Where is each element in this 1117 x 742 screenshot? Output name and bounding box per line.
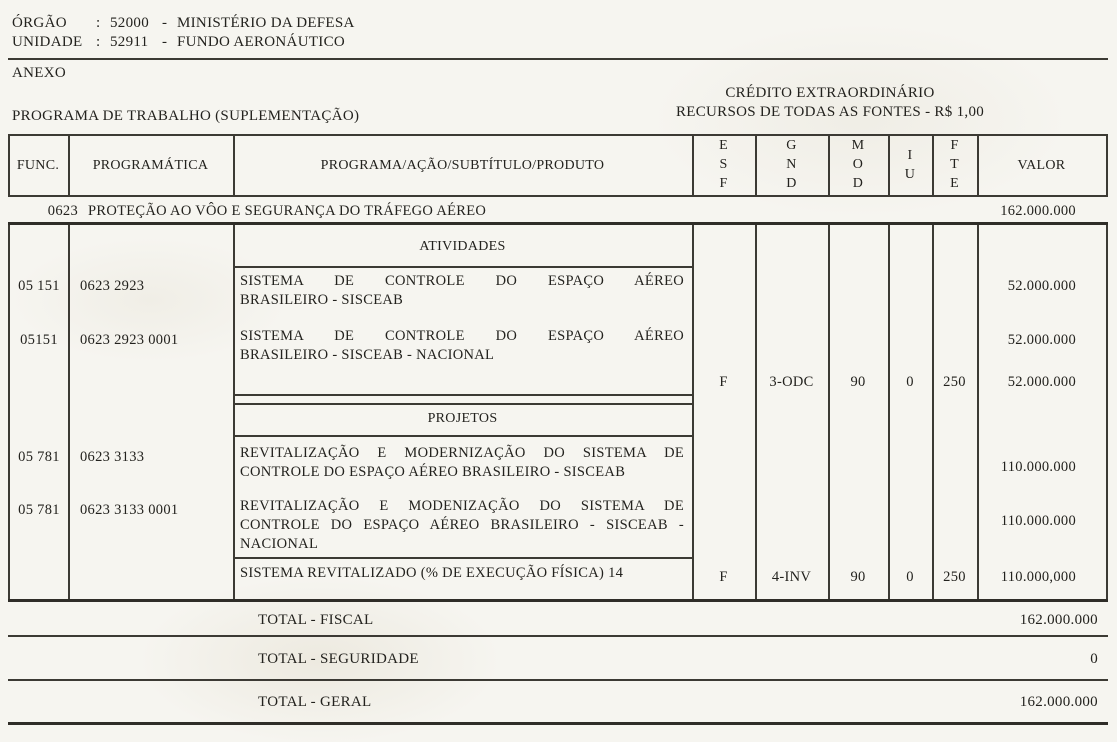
program-valor: 162.000.000 <box>1000 203 1076 219</box>
activities-block-bottom-rule <box>233 394 692 396</box>
programatica-cell: 0623 3133 0001 <box>80 502 179 518</box>
func-cell: 05 781 <box>18 502 60 518</box>
desc-line: BRASILEIRO - SISCEAB - NACIONAL <box>240 347 495 363</box>
gnd-cell: 3-ODC <box>769 374 814 390</box>
iu-letter: U <box>904 167 916 182</box>
total-fiscal-rule <box>8 635 1108 637</box>
v-rule <box>1106 225 1108 599</box>
fte-cell: 250 <box>943 569 966 585</box>
v-rule <box>1106 136 1108 195</box>
programatica-cell: 0623 2923 <box>80 278 145 294</box>
body-bottom-rule <box>8 599 1108 602</box>
projetos-box-top-rule <box>233 403 692 405</box>
desc-line: SISTEMA DE CONTROLE DO ESPAÇO AÉREO <box>240 273 684 289</box>
mod-letter: O <box>852 157 864 172</box>
mod-letter: M <box>851 138 865 153</box>
program-code: 0623 <box>47 203 78 219</box>
total-label: TOTAL - GERAL <box>258 694 372 710</box>
iu-cell: 0 <box>906 374 914 390</box>
v-rule <box>692 225 694 599</box>
desc-line: CONTROLE DO ESPAÇO AÉREO BRASILEIRO - SISCEAB <box>240 464 626 480</box>
valor-cell: 52.000.000 <box>1007 374 1076 390</box>
col-header-esf <box>692 136 755 193</box>
iu-cell: 0 <box>906 569 914 585</box>
section-header-projetos: PROJETOS <box>427 411 498 426</box>
total-valor: 162.000.000 <box>1019 694 1098 710</box>
v-rule <box>755 225 757 599</box>
esf-cell: F <box>719 374 728 390</box>
orgao-name: MINISTÉRIO DA DEFESA <box>177 15 355 31</box>
gnd-letter: G <box>786 138 797 153</box>
col-header-mod <box>828 136 888 193</box>
programatica-cell: 0623 3133 <box>80 449 145 465</box>
gnd-letter: N <box>786 157 797 172</box>
orgao-colon: : <box>96 15 101 31</box>
col-header-programatica: PROGRAMÁTICA <box>92 158 209 173</box>
programa-desc <box>240 564 684 583</box>
header-bottom-rule <box>8 195 1108 197</box>
projetos-box-bottom-rule <box>233 435 692 437</box>
col-header-valor: VALOR <box>1017 158 1066 173</box>
esf-cell: F <box>719 569 728 585</box>
desc-line: SISTEMA DE CONTROLE DO ESPAÇO AÉREO <box>240 328 684 344</box>
esf-letter: E <box>719 138 728 153</box>
programatica-cell: 0623 2923 0001 <box>80 332 179 348</box>
unidade-label: UNIDADE <box>12 34 83 50</box>
v-rule <box>828 225 830 599</box>
desc-line: NACIONAL <box>240 536 319 552</box>
mod-letter: D <box>852 176 864 191</box>
esf-letter: S <box>719 157 728 172</box>
resources-note: RECURSOS DE TODAS AS FONTES - R$ 1,00 <box>675 104 985 120</box>
table-bottom-rule <box>8 722 1108 725</box>
fte-letter: E <box>950 176 959 191</box>
desc-line: CONTROLE DO ESPAÇO AÉREO BRASILEIRO - SISCEAB - <box>240 517 684 533</box>
func-cell: 05 781 <box>18 449 60 465</box>
valor-cell: 110.000.000 <box>1000 513 1076 529</box>
programa-desc <box>240 272 684 310</box>
programa-desc <box>240 497 684 554</box>
total-valor: 162.000.000 <box>1019 612 1098 628</box>
unidade-row <box>12 34 345 51</box>
valor-cell: 110.000.000 <box>1000 459 1076 475</box>
unidade-colon: : <box>96 34 101 50</box>
unidade-code: 52911 <box>110 34 149 50</box>
mod-cell: 90 <box>850 374 866 390</box>
orgao-code: 52000 <box>110 15 149 31</box>
fte-cell: 250 <box>943 374 966 390</box>
desc-line: REVITALIZAÇÃO E MODERNIZAÇÃO DO SISTEMA DE <box>240 445 684 461</box>
total-seguridade-rule <box>8 679 1108 681</box>
programa-desc <box>240 327 684 365</box>
desc-line: REVITALIZAÇÃO E MODENIZAÇÃO DO SISTEMA DE <box>240 498 684 514</box>
fte-letter: F <box>950 138 959 153</box>
esf-letter: F <box>719 176 728 191</box>
valor-cell: 110.000,000 <box>1000 569 1076 585</box>
anexo-label: ANEXO <box>12 65 66 81</box>
total-valor: 0 <box>1090 651 1098 667</box>
total-label: TOTAL - SEGURIDADE <box>258 651 419 667</box>
mod-cell: 90 <box>850 569 866 585</box>
gnd-cell: 4-INV <box>771 569 812 585</box>
orgao-row <box>12 15 355 32</box>
orgao-dash: - <box>162 15 168 31</box>
iu-letter: I <box>907 148 913 163</box>
col-header-func: FUNC. <box>16 158 60 173</box>
col-header-gnd <box>755 136 828 193</box>
func-cell: 05151 <box>20 332 58 348</box>
func-cell: 05 151 <box>18 278 60 294</box>
unidade-name: FUNDO AERONÁUTICO <box>177 34 346 50</box>
program-title: PROTEÇÃO AO VÔO E SEGURANÇA DO TRÁFEGO AÉREO <box>88 203 487 219</box>
rule-under-unidade <box>8 58 1108 60</box>
program-row-bottom-rule <box>8 222 1108 225</box>
fte-letter: T <box>950 157 959 172</box>
col-header-programa: PROGRAMA/AÇÃO/SUBTÍTULO/PRODUTO <box>320 158 605 173</box>
desc-line: SISTEMA REVITALIZADO (% DE EXECUÇÃO FÍSICA) 14 <box>240 565 624 581</box>
col-header-iu <box>888 146 932 184</box>
gnd-letter: D <box>786 176 797 191</box>
programa-desc <box>240 444 684 482</box>
valor-cell: 52.000.000 <box>1007 278 1076 294</box>
section-header-atividades: ATIVIDADES <box>419 239 506 254</box>
credit-type-title: CRÉDITO EXTRAORDINÁRIO <box>725 85 935 101</box>
orgao-label: ÓRGÃO <box>12 15 67 31</box>
product-row-top-rule <box>233 557 692 559</box>
desc-line: BRASILEIRO - SISCEAB <box>240 292 404 308</box>
unidade-dash: - <box>162 34 168 50</box>
col-header-fte <box>932 136 977 193</box>
document-title: PROGRAMA DE TRABALHO (SUPLEMENTAÇÃO) <box>12 108 360 124</box>
total-label: TOTAL - FISCAL <box>258 612 374 628</box>
valor-cell: 52.000.000 <box>1007 332 1076 348</box>
atividades-box-bottom-rule <box>233 266 692 268</box>
v-rule <box>888 225 890 599</box>
